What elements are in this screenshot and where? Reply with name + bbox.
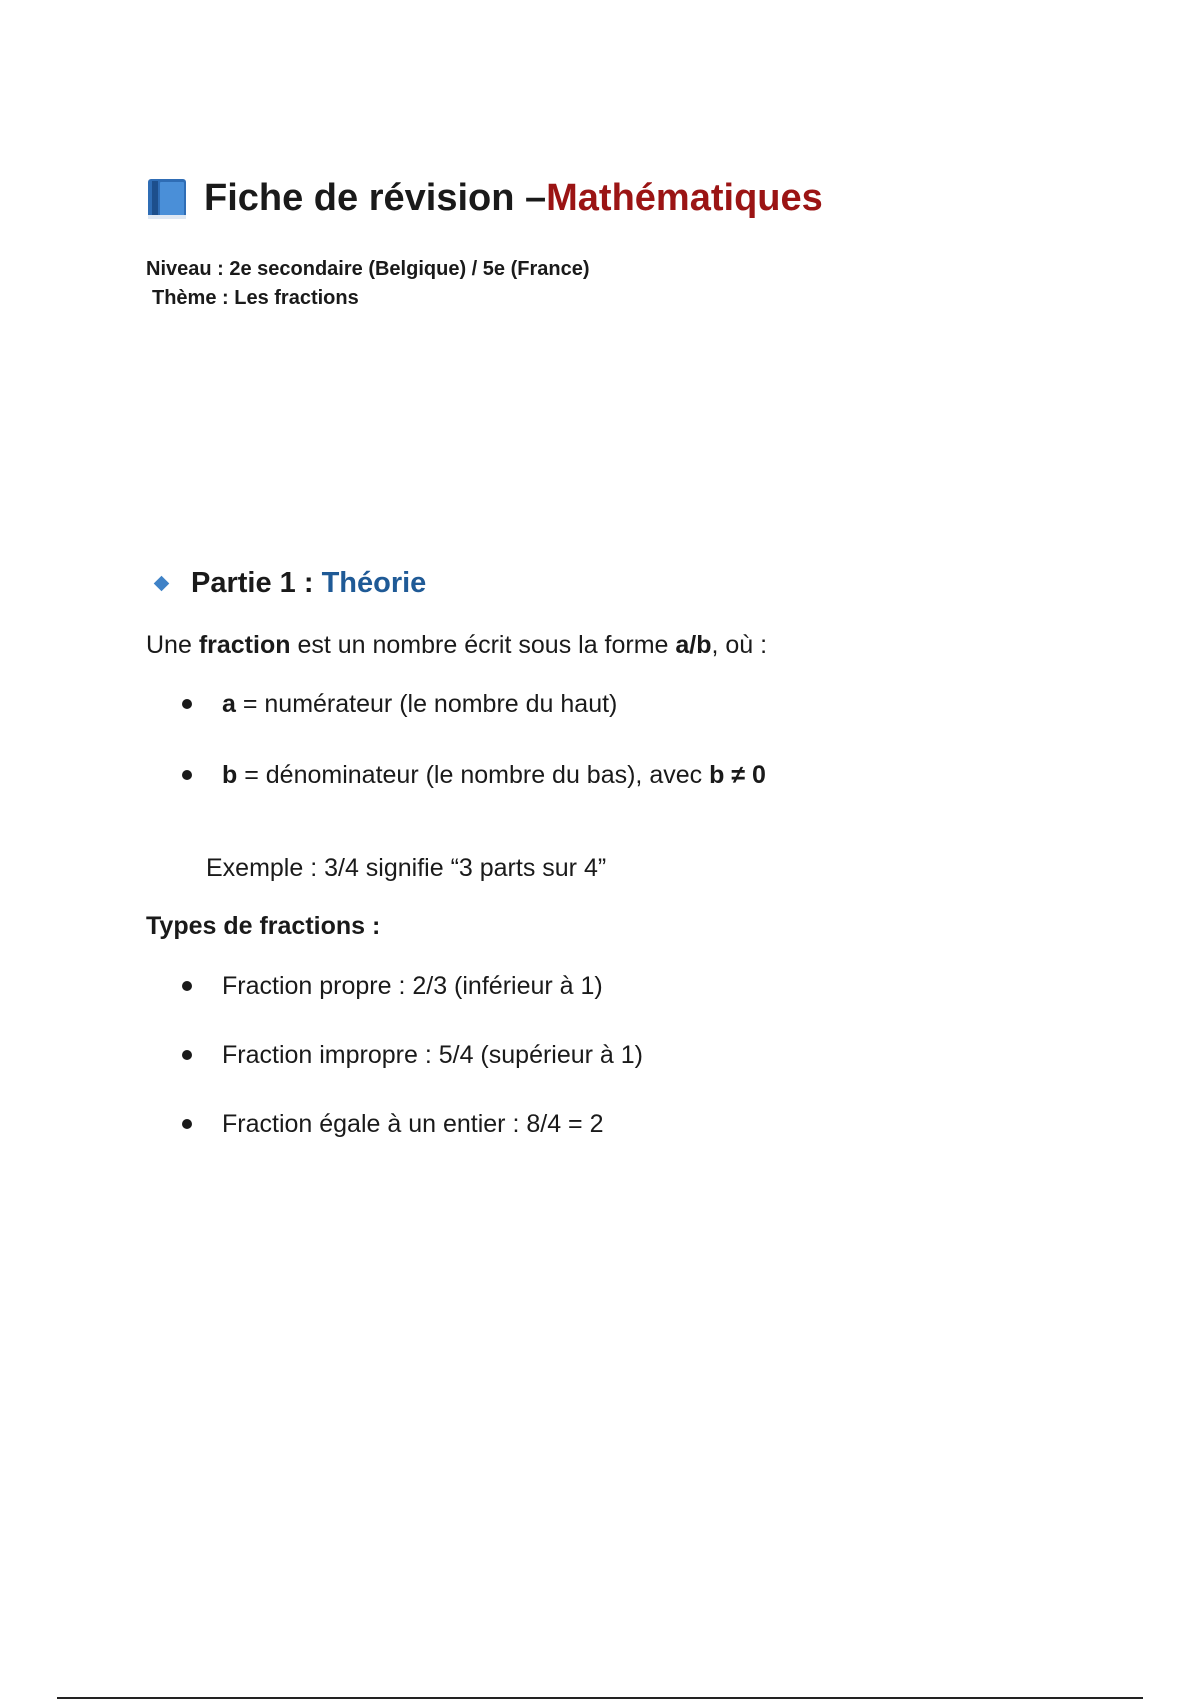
list-item [182,688,617,721]
bullet-icon [182,981,192,991]
type-text: Fraction impropre : 5/4 (supérieur à 1) [222,1041,644,1069]
definition-term: a [222,690,236,718]
list-item [182,1039,643,1072]
intro-text-2: est un nombre écrit sous la forme [290,631,676,659]
definition-term: b [222,761,238,789]
intro-bold-fraction: fraction [198,631,291,659]
title-prefix: Fiche de révision – [204,177,547,219]
list-item [182,759,766,792]
page-title [146,176,823,222]
section-heading-prefix: Partie 1 : [191,567,314,599]
theme-line: Thème : Les fractions [152,287,359,309]
type-text: Fraction propre : 2/3 (inférieur à 1) [222,972,603,1000]
example-line: Exemple : 3/4 signifie “3 parts sur 4” [206,854,607,882]
level-line: Niveau : 2e secondaire (Belgique) / 5e (France) [146,258,590,280]
section-heading [156,566,426,601]
list-item [182,970,603,1003]
title-subject: Mathématiques [546,177,823,219]
intro-bold-ab: a/b [675,631,712,659]
bullet-icon [182,1050,192,1060]
blue-diamond-icon [154,576,170,592]
footer-divider [57,1697,1143,1699]
definition-text: = dénominateur (le nombre du bas), avec [237,761,710,789]
section-heading-accent: Théorie [321,567,427,599]
bullet-icon [182,1119,192,1129]
bullet-icon [182,770,192,780]
blue-book-icon [146,177,188,221]
type-text: Fraction égale à un entier : 8/4 = 2 [222,1110,604,1138]
definition-condition: b ≠ 0 [709,761,766,789]
list-item [182,1108,604,1141]
intro-text-1: Une [146,631,199,659]
bullet-icon [182,699,192,709]
types-heading: Types de fractions : [146,912,381,940]
intro-paragraph [146,629,767,662]
definition-text: = numérateur (le nombre du haut) [235,690,618,718]
intro-text-3: , où : [711,631,768,659]
